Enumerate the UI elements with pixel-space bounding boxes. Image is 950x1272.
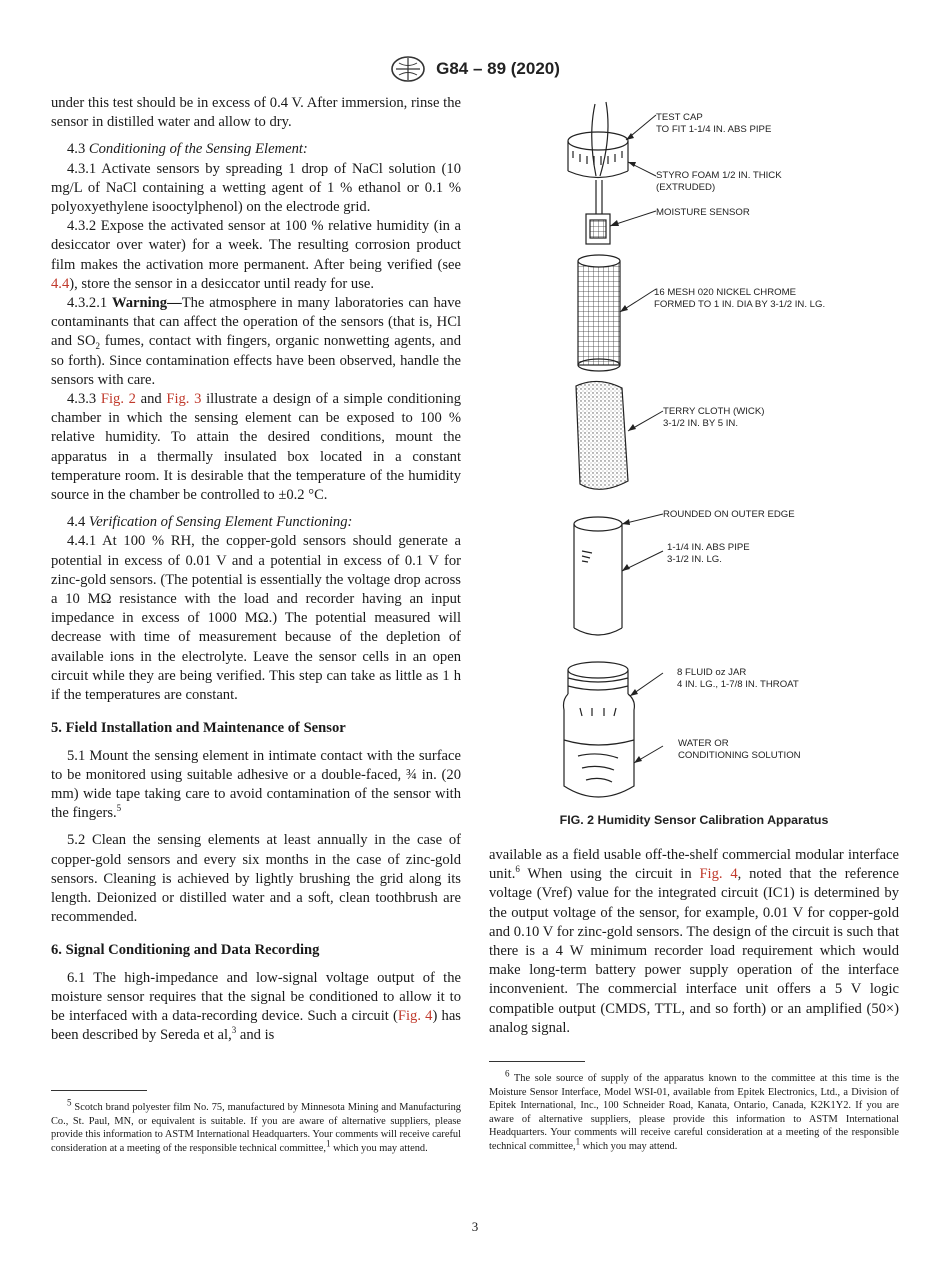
- label-water: WATER OR: [678, 738, 729, 749]
- footnote-6: $^6$ The sole source of supply of the apparatus known to the committee at this time is the Moisture Sensor Interface, Model WSI-01, available from Epitek Electronics, Ltd., a Division of Epitek International, Inc., 100 Schneider Road, Kanata, Ontario, Canada, K2K1Y2. If you are aware of alternative suppliers, please provide this information to ASTM International Headquarters. Your comments will receive careful consideration at a meeting of the responsible technical committee,$^1$ which you may attend.: [489, 1068, 899, 1152]
- label-styrofoam-extruded: (EXTRUDED): [656, 182, 716, 193]
- label-rounded-edge: ROUNDED ON OUTER EDGE: [663, 509, 795, 520]
- section-4-3-2: 4.3.2 Expose the activated sensor at 100 % relative humidity (in a desiccator over water) for a week. The resulting corrosion product film makes the activation more permanent. After being verified (see 4.4), store the sensor in a desiccator until ready for use.: [51, 218, 461, 292]
- label-abs-pipe: 1-1/4 IN. ABS PIPE: [667, 542, 750, 553]
- page-number: 3: [471, 1219, 479, 1234]
- standard-designation: G84 – 89 (2020): [436, 59, 560, 78]
- link-fig-3[interactable]: Fig. 3: [166, 391, 202, 408]
- test-cap-drawing: [568, 132, 628, 178]
- section-4-3-3: 4.3.3 Fig. 2 and Fig. 3 illustrate a design of a simple conditioning chamber in which the sensing element can be exposed to 100 % relative humidity. To attain the desired conditions, mount the apparatus in a thermally insulated box located in a constant temperature room. It is desirable that the temperature of the humidity source in the chamber be controlled to ±0.2 °C.: [51, 391, 462, 504]
- link-fig-4-right[interactable]: Fig. 4: [699, 866, 738, 883]
- footnote-rule-left: [51, 1090, 147, 1091]
- label-conditioning-solution: CONDITIONING SOLUTION: [678, 750, 801, 761]
- label-mesh-size: FORMED TO 1 IN. DIA BY 3-1/2 IN. LG.: [654, 299, 826, 310]
- section-5-2: 5.2 Clean the sensing elements at least annually in the case of copper-gold sensors and every six months in the case of zinc-gold sensors. Cleaning is achieved by lightly brushing the grid along its length. Deionized or distilled water and a soft, clean toothbrush are recommended.: [51, 832, 461, 926]
- nickel-chrome-mesh-drawing: [578, 255, 620, 371]
- moisture-sensor-drawing: [586, 180, 610, 244]
- label-terry-cloth-size: 3-1/2 IN. BY 5 IN.: [663, 418, 739, 429]
- page-header: [0, 56, 950, 82]
- paragraph-continued-right: available as a field usable off-the-shelf commercial modular interface unit.$^6$ When using the circuit in Fig. 4, noted that the reference voltage (Vref) value for the integrated circuit (IC1) is determined by the output voltage of the sensor, for example, 0.01 V for copper-gold and 0.10 V for zinc-gold sensors. The design of the circuit is such that there is a 4 W minimum recorder load requirement which would make long-term battery power supply operation of the interface inconvenient. The commercial interface unit offers a 5 V logic compatible output (CMDS, TTL, and so forth) or an amplified (50×) analog signal.: [489, 847, 899, 1036]
- right-column: [489, 846, 899, 1038]
- section-4-3-1: 4.3.1 Activate sensors by spreading 1 drop of NaCl solution (10 mg/L of NaCl containing a wetting agent of 1 % ethanol or 0.1 % polyoxyethylene isooctylphenol) on the electrode grid.: [51, 160, 461, 216]
- section-4-3-2-1: 4.3.2.1 Warning—The atmosphere in many laboratories can have contaminants that can affect the operation of the sensors (that is, HCl and $SO_2$ fumes, contact with fingers, organic nonwetting agents, and so forth). Since contamination effects have been observed, handle the sensors with care.: [51, 295, 461, 388]
- glass-jar-drawing: [564, 662, 635, 797]
- label-mesh: 16 MESH 020 NICKEL CHROME: [654, 287, 796, 298]
- link-4-4[interactable]: 4.4: [51, 275, 70, 292]
- label-moisture-sensor: MOISTURE SENSOR: [656, 207, 750, 218]
- footnote-rule-right: [489, 1061, 585, 1062]
- label-jar: 8 FLUID oz JAR: [677, 667, 747, 678]
- link-fig-2[interactable]: Fig. 2: [100, 391, 136, 408]
- figure-2-apparatus: [488, 96, 900, 836]
- section-4-3: 4.3 Conditioning of the Sensing Element:: [67, 141, 308, 158]
- astm-logo-icon: [390, 56, 426, 82]
- paragraph-continued: under this test should be in excess of 0.4 V. After immersion, rinse the sensor in distilled water and allow to dry.: [51, 95, 461, 131]
- link-fig-4[interactable]: Fig. 4: [397, 1007, 433, 1024]
- label-jar-size: 4 IN. LG., 1-7/8 IN. THROAT: [677, 679, 799, 690]
- section-4-4-1: 4.4.1 At 100 % RH, the copper-gold sensors should generate a potential in excess of 0.01 V and a potential in excess of 0.1 V for zinc-gold sensors. (The potential is essentially the voltage drop across a 10 MΩ resistance with the load and recorder having an input impedance in excess of 1000 MΩ.) The potential measured will decrease with time of measurement because of the depletion of available ions in the electrolyte. Leave the sensor cells in an open circuit while they are being verified. This step can take as little as 1 h if the temperatures are constant.: [51, 533, 461, 704]
- label-abs-pipe-length: 3-1/2 IN. LG.: [667, 554, 722, 565]
- label-styrofoam: STYRO FOAM 1/2 IN. THICK: [656, 170, 782, 181]
- left-column: [51, 94, 461, 1045]
- terry-cloth-wick-drawing: [576, 381, 628, 489]
- section-heading-5: 5. Field Installation and Maintenance of Sensor: [51, 720, 346, 737]
- section-4-4: 4.4 Verification of Sensing Element Functioning:: [67, 514, 353, 531]
- section-6-1: 6.1 The high-impedance and low-signal voltage output of the moisture sensor requires that the signal be conditioned to allow it to be interfaced with a data-recording device. Such a circuit (Fig. 4) has been described by Sereda et al,$^3$ and is: [51, 969, 461, 1044]
- section-5-1: 5.1 Mount the sensing element in intimate contact with the surface to be monitored using suitable adhesive or a double-faced, ¾ in. (20 mm) wide tape taking care to avoid contamination of the sensor with the fingers.$^5$: [51, 747, 461, 822]
- abs-pipe-drawing: [574, 517, 622, 635]
- figure-2-caption: FIG. 2 Humidity Sensor Calibration Apparatus: [559, 813, 829, 827]
- footnote-5: $^5$ Scotch brand polyester film No. 75, manufactured by Minnesota Mining and Manufacturing Co., St. Paul, MN, or equivalent is suitable. If you are aware of alternative suppliers, please provide this information to ASTM International Headquarters. Your comments will receive careful consideration at a meeting of the responsible technical committee,$^1$ which you may attend.: [51, 1097, 461, 1154]
- label-test-cap-size: TO FIT 1-1/4 IN. ABS PIPE: [656, 124, 772, 135]
- label-test-cap: TEST CAP: [656, 112, 703, 123]
- section-heading-6: 6. Signal Conditioning and Data Recording: [51, 942, 320, 959]
- label-terry-cloth: TERRY CLOTH (WICK): [663, 406, 765, 417]
